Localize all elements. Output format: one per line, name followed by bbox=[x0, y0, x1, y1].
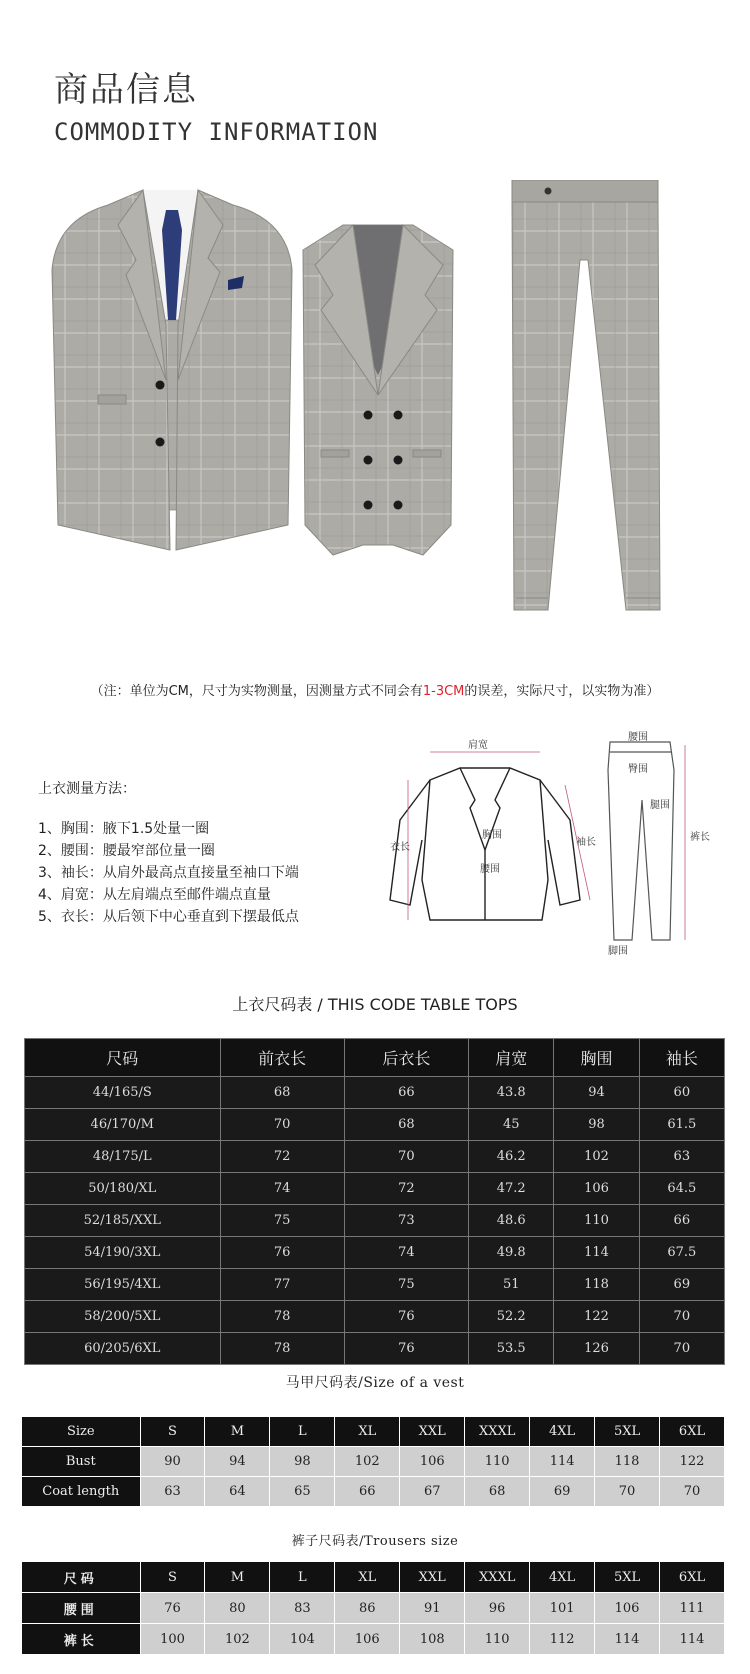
table-cell: 98 bbox=[554, 1109, 639, 1141]
table-cell: 106 bbox=[335, 1624, 400, 1655]
table-cell: 122 bbox=[660, 1447, 725, 1477]
table-cell: 96 bbox=[465, 1593, 530, 1624]
table-cell: 126 bbox=[554, 1333, 639, 1365]
table-cell: 94 bbox=[554, 1077, 639, 1109]
table-cell: 118 bbox=[595, 1447, 660, 1477]
table-row bbox=[25, 1333, 725, 1365]
diagram-pants-length: 裤长 bbox=[690, 832, 710, 843]
table-cell: 60/205/6XL bbox=[25, 1333, 221, 1365]
table-cell: 106 bbox=[400, 1447, 465, 1477]
table-row bbox=[25, 1141, 725, 1173]
row-label: Bust bbox=[22, 1447, 141, 1477]
table-cell: M bbox=[205, 1417, 270, 1447]
table-cell: 114 bbox=[554, 1237, 639, 1269]
col-front-length: 前衣长 bbox=[220, 1039, 344, 1077]
table-cell: 58/200/5XL bbox=[25, 1301, 221, 1333]
table-cell: 4XL bbox=[530, 1417, 595, 1447]
table-cell: 76 bbox=[140, 1593, 205, 1624]
trousers-heading: 裤子尺码表/Trousers size bbox=[291, 1534, 459, 1549]
table-cell: XXXL bbox=[465, 1417, 530, 1447]
tops-size-table bbox=[24, 1038, 725, 1365]
table-cell: L bbox=[270, 1562, 335, 1593]
table-cell: XXL bbox=[400, 1562, 465, 1593]
table-cell: S bbox=[140, 1417, 205, 1447]
vest-heading: 马甲尺码表/Size of a vest bbox=[285, 1375, 465, 1391]
table-cell: 75 bbox=[220, 1205, 344, 1237]
page-title-cn: 商品信息 bbox=[54, 70, 198, 110]
diagram-chest: 胸围 bbox=[482, 830, 502, 841]
table-cell: XL bbox=[335, 1417, 400, 1447]
table-cell: S bbox=[140, 1562, 205, 1593]
measure-item: 1、胸围：腋下1.5处量一圈 bbox=[38, 821, 210, 837]
table-cell: 49.8 bbox=[469, 1237, 554, 1269]
table-cell: 72 bbox=[220, 1141, 344, 1173]
table-cell: 53.5 bbox=[469, 1333, 554, 1365]
error-margin: 1-3CM bbox=[422, 684, 465, 699]
table-cell: 91 bbox=[400, 1593, 465, 1624]
row-label: Size bbox=[22, 1417, 141, 1447]
table-cell: XXXL bbox=[465, 1562, 530, 1593]
table-row bbox=[25, 1173, 725, 1205]
table-cell: L bbox=[270, 1417, 335, 1447]
table-row bbox=[25, 1077, 725, 1109]
table-cell: 51 bbox=[469, 1269, 554, 1301]
table-cell: 100 bbox=[140, 1624, 205, 1655]
table-row bbox=[25, 1205, 725, 1237]
col-chest: 胸围 bbox=[554, 1039, 639, 1077]
table-cell: 78 bbox=[220, 1301, 344, 1333]
product-photos bbox=[48, 180, 708, 650]
table-cell: 114 bbox=[660, 1624, 725, 1655]
table-row bbox=[25, 1109, 725, 1141]
table-cell: 110 bbox=[465, 1447, 530, 1477]
table-row bbox=[22, 1593, 725, 1624]
measure-list bbox=[38, 818, 299, 928]
col-size: 尺码 bbox=[25, 1039, 221, 1077]
table-cell: M bbox=[205, 1562, 270, 1593]
table-cell: 122 bbox=[554, 1301, 639, 1333]
table-cell: 102 bbox=[335, 1447, 400, 1477]
table-cell: 70 bbox=[639, 1301, 724, 1333]
table-cell: 114 bbox=[595, 1624, 660, 1655]
table-cell: 67.5 bbox=[639, 1237, 724, 1269]
table-cell: 48/175/L bbox=[25, 1141, 221, 1173]
table-cell: 69 bbox=[530, 1477, 595, 1507]
table-cell: 110 bbox=[465, 1624, 530, 1655]
table-cell: 68 bbox=[465, 1477, 530, 1507]
table-cell: 83 bbox=[270, 1593, 335, 1624]
table-cell: 114 bbox=[530, 1447, 595, 1477]
table-cell: 106 bbox=[595, 1593, 660, 1624]
measurement-note: （注：单位为CM，尺寸为实物测量，因测量方式不同会有1-3CM的误差，实际尺寸，以实物为准） bbox=[90, 684, 660, 699]
table-cell: 6XL bbox=[660, 1417, 725, 1447]
table-cell: 46.2 bbox=[469, 1141, 554, 1173]
table-cell: 90 bbox=[140, 1447, 205, 1477]
table-row bbox=[22, 1417, 725, 1447]
table-cell: 52.2 bbox=[469, 1301, 554, 1333]
table-cell: 63 bbox=[140, 1477, 205, 1507]
diagram-pants-hem: 脚围 bbox=[608, 946, 628, 957]
table-cell: 106 bbox=[554, 1173, 639, 1205]
table-row bbox=[25, 1237, 725, 1269]
table-cell: 46/170/M bbox=[25, 1109, 221, 1141]
table-cell: 64.5 bbox=[639, 1173, 724, 1205]
table-cell: 118 bbox=[554, 1269, 639, 1301]
diagram-sleeve: 袖长 bbox=[576, 837, 596, 848]
table-cell: 75 bbox=[344, 1269, 468, 1301]
page-title-en: COMMODITY INFORMATION bbox=[54, 118, 379, 146]
table-cell: 67 bbox=[400, 1477, 465, 1507]
table-row bbox=[25, 1301, 725, 1333]
table-cell: 102 bbox=[554, 1141, 639, 1173]
table-cell: 63 bbox=[639, 1141, 724, 1173]
table-cell: 80 bbox=[205, 1593, 270, 1624]
table-cell: 76 bbox=[220, 1237, 344, 1269]
diagram-pants-thigh: 腿围 bbox=[650, 800, 670, 811]
measure-item: 3、袖长：从肩外最高点直接量至袖口下端 bbox=[38, 865, 299, 881]
table-cell: 77 bbox=[220, 1269, 344, 1301]
table-cell: 45 bbox=[469, 1109, 554, 1141]
table-cell: 61.5 bbox=[639, 1109, 724, 1141]
table-cell: 66 bbox=[335, 1477, 400, 1507]
measure-title: 上衣测量方法： bbox=[38, 781, 136, 797]
measure-item: 5、衣长：从后领下中心垂直到下摆最低点 bbox=[38, 909, 299, 925]
diagram-waist: 腰围 bbox=[480, 864, 500, 875]
vest-photo bbox=[303, 225, 453, 555]
table-cell: 101 bbox=[530, 1593, 595, 1624]
tops-heading: 上衣尺码表 / THIS CODE TABLE TOPS bbox=[232, 995, 518, 1014]
table-cell: 70 bbox=[639, 1333, 724, 1365]
table-cell: 94 bbox=[205, 1447, 270, 1477]
table-cell: XXL bbox=[400, 1417, 465, 1447]
table-cell: 74 bbox=[344, 1237, 468, 1269]
row-label: 腰围 bbox=[22, 1593, 141, 1624]
table-cell: 70 bbox=[220, 1109, 344, 1141]
table-cell: 74 bbox=[220, 1173, 344, 1205]
measure-item: 2、腰围：腰最窄部位量一圈 bbox=[38, 843, 215, 859]
col-shoulder: 肩宽 bbox=[469, 1039, 554, 1077]
table-cell: 110 bbox=[554, 1205, 639, 1237]
table-cell: 111 bbox=[660, 1593, 725, 1624]
table-cell: 60 bbox=[639, 1077, 724, 1109]
table-cell: 69 bbox=[639, 1269, 724, 1301]
table-cell: 5XL bbox=[595, 1562, 660, 1593]
measurement-diagram bbox=[370, 730, 730, 960]
table-cell: XL bbox=[335, 1562, 400, 1593]
measure-item: 4、肩宽：从左肩端点至邮件端点直量 bbox=[38, 887, 271, 903]
table-cell: 70 bbox=[660, 1477, 725, 1507]
table-cell: 76 bbox=[344, 1333, 468, 1365]
table-cell: 44/165/S bbox=[25, 1077, 221, 1109]
table-cell: 72 bbox=[344, 1173, 468, 1205]
table-cell: 47.2 bbox=[469, 1173, 554, 1205]
row-label: 尺码 bbox=[22, 1562, 141, 1593]
row-label: 裤长 bbox=[22, 1624, 141, 1655]
table-cell: 64 bbox=[205, 1477, 270, 1507]
table-row bbox=[25, 1269, 725, 1301]
table-cell: 48.6 bbox=[469, 1205, 554, 1237]
table-header-row bbox=[25, 1039, 725, 1077]
table-cell: 66 bbox=[344, 1077, 468, 1109]
table-cell: 65 bbox=[270, 1477, 335, 1507]
table-row bbox=[22, 1562, 725, 1593]
diagram-pants-waist: 腰围 bbox=[628, 732, 648, 743]
col-back-length: 后衣长 bbox=[344, 1039, 468, 1077]
table-cell: 43.8 bbox=[469, 1077, 554, 1109]
col-sleeve: 袖长 bbox=[639, 1039, 724, 1077]
vest-size-table bbox=[21, 1416, 725, 1507]
table-cell: 70 bbox=[595, 1477, 660, 1507]
table-cell: 86 bbox=[335, 1593, 400, 1624]
table-cell: 6XL bbox=[660, 1562, 725, 1593]
table-cell: 104 bbox=[270, 1624, 335, 1655]
table-cell: 56/195/4XL bbox=[25, 1269, 221, 1301]
table-cell: 52/185/XXL bbox=[25, 1205, 221, 1237]
table-cell: 4XL bbox=[530, 1562, 595, 1593]
table-cell: 68 bbox=[344, 1109, 468, 1141]
row-label: Coat length bbox=[22, 1477, 141, 1507]
diagram-shoulder: 肩宽 bbox=[468, 740, 488, 751]
table-cell: 76 bbox=[344, 1301, 468, 1333]
table-cell: 73 bbox=[344, 1205, 468, 1237]
table-cell: 54/190/3XL bbox=[25, 1237, 221, 1269]
table-row bbox=[22, 1624, 725, 1655]
trousers-size-table bbox=[21, 1561, 725, 1655]
table-cell: 108 bbox=[400, 1624, 465, 1655]
table-cell: 102 bbox=[205, 1624, 270, 1655]
table-cell: 78 bbox=[220, 1333, 344, 1365]
trousers-photo bbox=[512, 180, 660, 610]
diagram-pants-hip: 臀围 bbox=[628, 764, 648, 775]
table-cell: 112 bbox=[530, 1624, 595, 1655]
jacket-photo bbox=[52, 190, 292, 550]
diagram-length: 衣长 bbox=[390, 842, 410, 853]
table-cell: 70 bbox=[344, 1141, 468, 1173]
table-row bbox=[22, 1477, 725, 1507]
table-cell: 66 bbox=[639, 1205, 724, 1237]
table-cell: 5XL bbox=[595, 1417, 660, 1447]
table-cell: 50/180/XL bbox=[25, 1173, 221, 1205]
table-row bbox=[22, 1447, 725, 1477]
table-cell: 98 bbox=[270, 1447, 335, 1477]
table-cell: 68 bbox=[220, 1077, 344, 1109]
